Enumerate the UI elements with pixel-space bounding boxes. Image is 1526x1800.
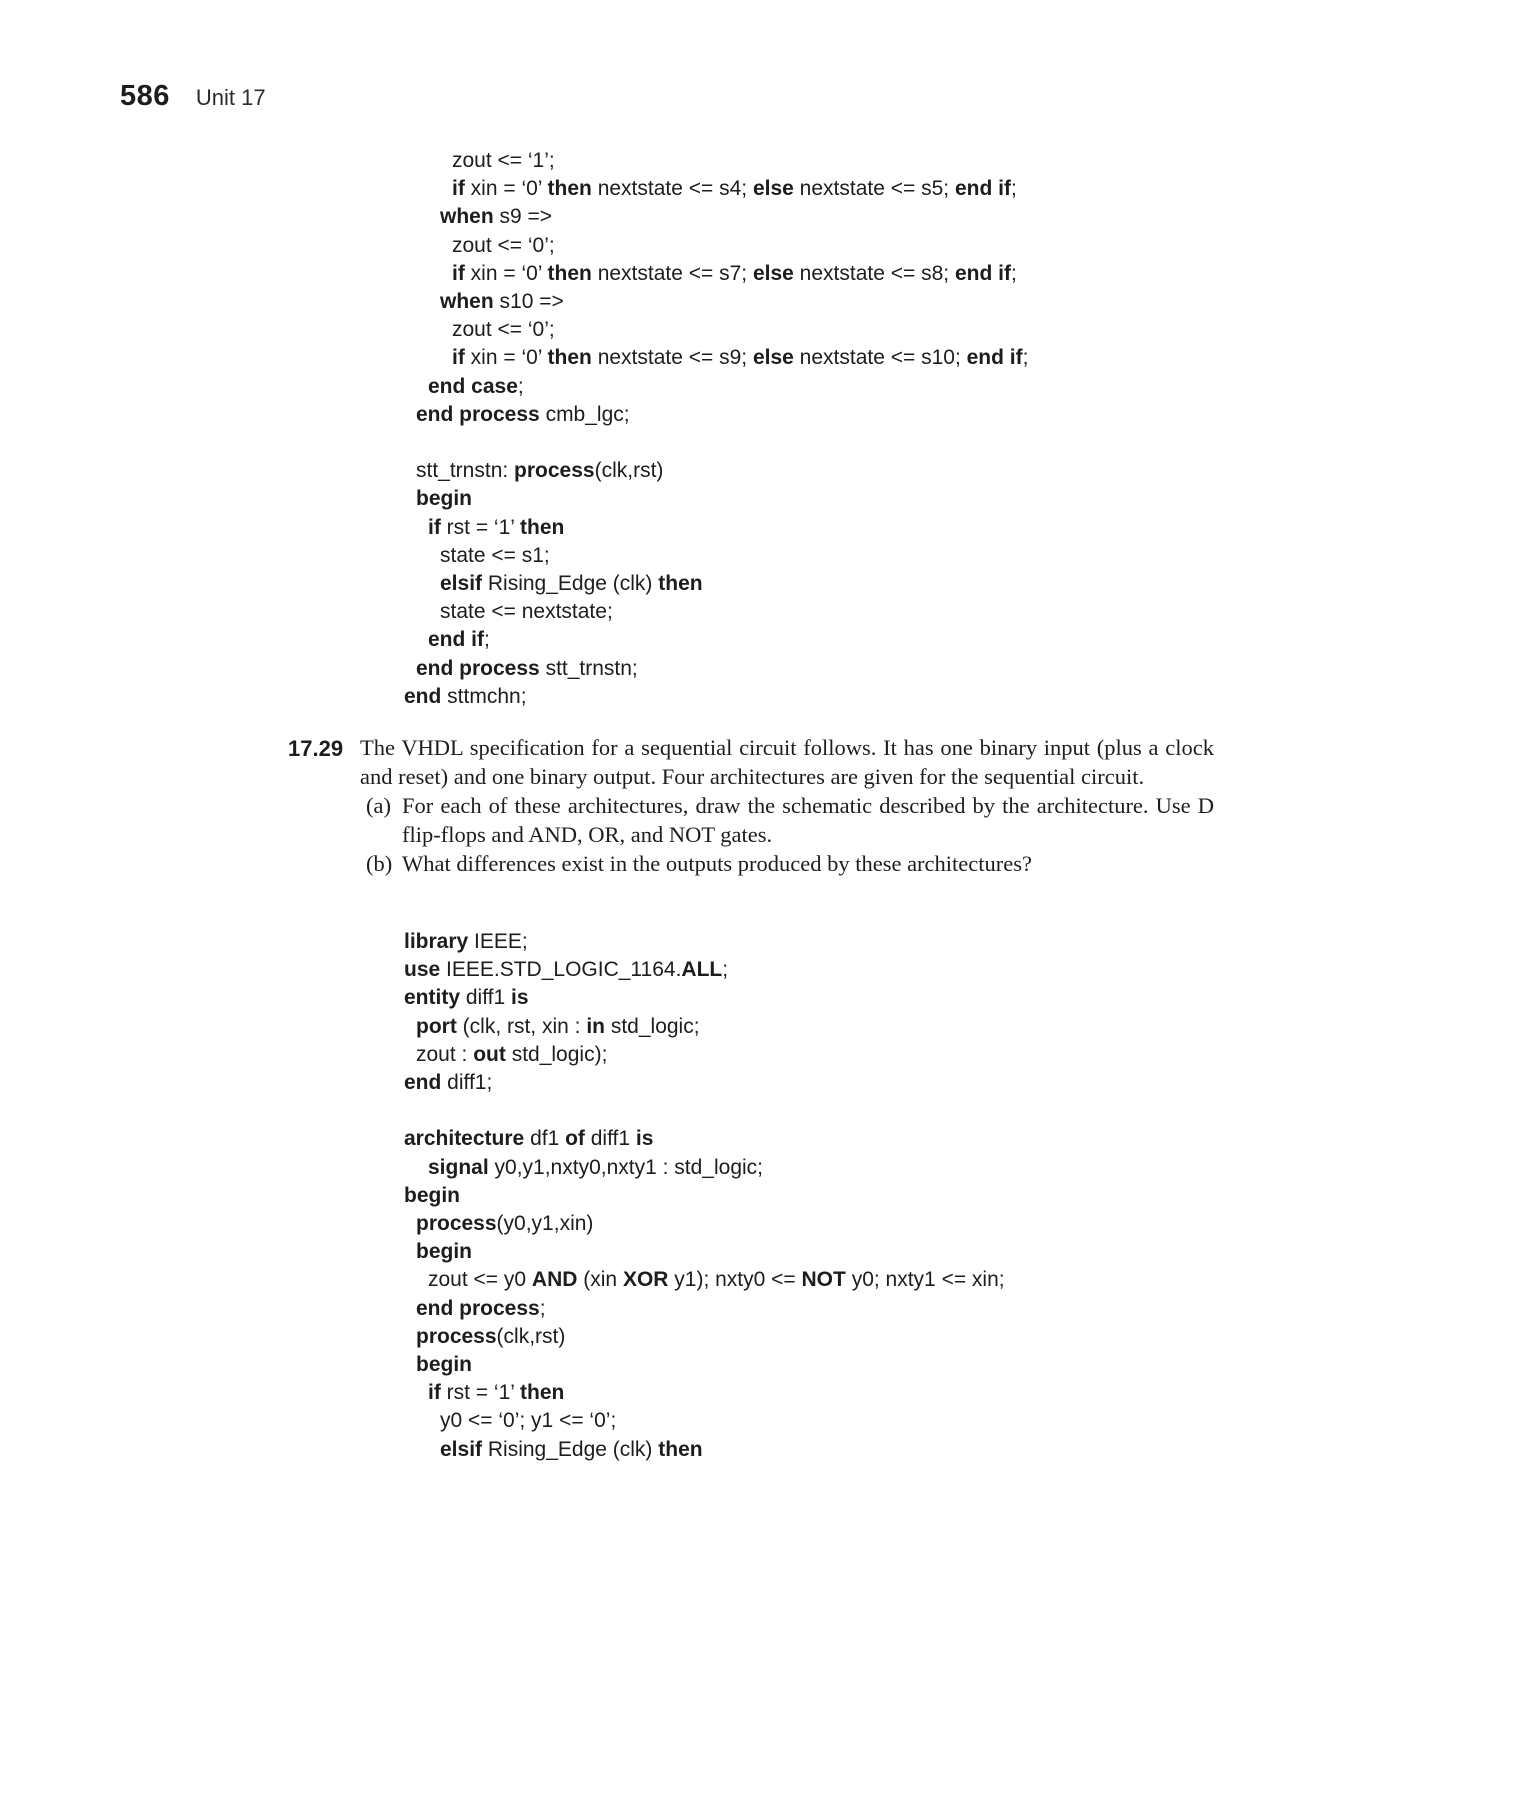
- code-keyword: is: [511, 986, 529, 1010]
- code-keyword: if: [452, 346, 471, 370]
- code-line: [404, 570, 1028, 598]
- code-text: (clk,rst): [594, 459, 664, 483]
- code-keyword: of: [565, 1127, 591, 1151]
- code-keyword: elsif: [440, 572, 488, 596]
- code-keyword: then: [658, 1437, 703, 1461]
- code-keyword: process: [514, 459, 595, 483]
- code-line: [404, 1407, 1005, 1435]
- item-b-label: (b): [366, 851, 393, 876]
- code-text: state <= s1;: [440, 543, 550, 567]
- item-b-text: What differences exist in the outputs produced by these architectures?: [402, 851, 1032, 876]
- code-keyword: in: [586, 1014, 611, 1038]
- code-line: [404, 1295, 1005, 1323]
- code-line: [404, 1351, 1005, 1379]
- code-text: s9 =>: [499, 205, 553, 229]
- code-block-state-machine: [404, 147, 1028, 711]
- item-a-label: (a): [366, 793, 391, 818]
- code-text: diff1;: [447, 1071, 493, 1095]
- code-line: [404, 956, 1005, 984]
- code-text: y0; nxty1 <= xin;: [851, 1268, 1005, 1292]
- code-line: [404, 316, 1028, 344]
- code-text: nextstate <= s7;: [597, 261, 753, 285]
- code-line: [404, 1125, 1005, 1153]
- code-line: [404, 288, 1028, 316]
- code-keyword: else: [752, 346, 800, 370]
- code-text: cmb_lgc;: [545, 402, 630, 426]
- code-text: stt_trnstn;: [545, 656, 638, 680]
- code-keyword: if: [452, 177, 471, 201]
- code-keyword: elsif: [440, 1437, 488, 1461]
- code-line: [404, 928, 1005, 956]
- code-line: [404, 1154, 1005, 1182]
- code-text: nextstate <= s8;: [799, 261, 955, 285]
- code-keyword: then: [547, 346, 598, 370]
- code-keyword: signal: [428, 1155, 495, 1179]
- code-text: zout <= ‘0’;: [452, 233, 555, 257]
- code-text: stt_trnstn:: [416, 459, 515, 483]
- code-text: nextstate <= s10;: [799, 346, 967, 370]
- code-text: y0 <= ‘0’; y1 <= ‘0’;: [440, 1409, 617, 1433]
- code-text: ;: [484, 628, 490, 652]
- code-line: [404, 984, 1005, 1012]
- code-text: rst = ‘1’: [446, 1381, 520, 1405]
- code-line: [404, 260, 1028, 288]
- code-keyword: begin: [416, 487, 472, 511]
- code-keyword: end if: [966, 346, 1023, 370]
- page-number: 586: [120, 80, 170, 112]
- code-text: zout :: [416, 1042, 474, 1066]
- code-line: [404, 1041, 1005, 1069]
- code-text: (clk, rst, xin :: [462, 1014, 587, 1038]
- code-keyword: XOR: [622, 1268, 675, 1292]
- code-keyword: begin: [404, 1183, 460, 1207]
- code-line: [404, 175, 1028, 203]
- code-block-diff1-entity: [404, 928, 1005, 1464]
- code-text: diff1: [590, 1127, 636, 1151]
- code-line: [404, 1436, 1005, 1464]
- code-text: xin = ‘0’: [470, 177, 548, 201]
- code-text: ;: [1022, 346, 1029, 370]
- code-line: [404, 542, 1028, 570]
- code-text: xin = ‘0’: [470, 261, 548, 285]
- code-keyword: architecture: [404, 1127, 531, 1151]
- code-text: zout <= ‘0’;: [452, 318, 555, 342]
- code-keyword: use: [404, 958, 447, 982]
- problem-17-29: [288, 733, 1214, 878]
- code-text: nextstate <= s9;: [597, 346, 753, 370]
- code-keyword: else: [752, 261, 800, 285]
- code-line: [404, 457, 1028, 485]
- problem-statement: The VHDL specification for a sequential circuit follows. It has one binary input (plus a clock and reset) and one binary output. Four architectures are given for the sequential circuit.: [360, 735, 1214, 789]
- code-line: [404, 626, 1028, 654]
- code-keyword: then: [520, 515, 565, 539]
- code-text: IEEE.STD_LOGIC_1164.: [446, 958, 682, 982]
- code-keyword: port: [416, 1014, 463, 1038]
- code-text: y0,y1,nxty0,nxty1 : std_logic;: [494, 1155, 763, 1179]
- code-line: [404, 683, 1028, 711]
- code-text: (y0,y1,xin): [496, 1212, 594, 1236]
- code-text: Rising_Edge (clk): [487, 572, 659, 596]
- problem-body: [360, 733, 1214, 878]
- problem-item-b: [360, 849, 1214, 878]
- code-text: sttmchn;: [447, 684, 527, 708]
- code-keyword: end: [404, 684, 448, 708]
- problem-number: 17.29: [288, 736, 344, 761]
- code-text: ;: [517, 374, 524, 398]
- code-keyword: NOT: [801, 1268, 852, 1292]
- code-keyword: end process: [416, 402, 546, 426]
- code-keyword: entity: [404, 986, 466, 1010]
- code-text: ;: [1010, 261, 1017, 285]
- code-text: nextstate <= s4;: [597, 177, 753, 201]
- code-text: (xin: [583, 1268, 623, 1292]
- code-line: [404, 1379, 1005, 1407]
- code-line: [404, 1069, 1005, 1097]
- code-keyword: begin: [416, 1240, 472, 1264]
- code-line: [404, 598, 1028, 626]
- page-header: [120, 80, 266, 113]
- code-line: [404, 373, 1028, 401]
- code-keyword: when: [440, 205, 500, 229]
- code-keyword: is: [635, 1127, 654, 1151]
- code-keyword: else: [752, 177, 800, 201]
- code-text: xin = ‘0’: [470, 346, 548, 370]
- code-text: Rising_Edge (clk): [487, 1437, 659, 1461]
- code-line: [404, 401, 1028, 429]
- code-text: IEEE;: [474, 930, 528, 953]
- code-text: (clk,rst): [496, 1324, 566, 1348]
- code-line: [404, 1266, 1005, 1294]
- code-text: ;: [1010, 177, 1017, 201]
- code-keyword: end process: [416, 1296, 540, 1320]
- code-keyword: then: [658, 572, 703, 596]
- code-text: ;: [722, 958, 729, 982]
- code-line: [404, 1323, 1005, 1351]
- code-line: [404, 344, 1028, 372]
- code-line: [404, 232, 1028, 260]
- code-text: std_logic;: [610, 1014, 700, 1038]
- code-keyword: process: [416, 1212, 497, 1236]
- code-line: [404, 147, 1028, 175]
- code-text: rst = ‘1’: [446, 515, 520, 539]
- code-keyword: then: [547, 261, 598, 285]
- code-text: std_logic);: [511, 1042, 608, 1066]
- code-text: df1: [530, 1127, 566, 1151]
- code-keyword: ALL: [681, 958, 723, 982]
- code-keyword: then: [520, 1381, 565, 1405]
- code-text: s10 =>: [499, 290, 564, 314]
- unit-label: Unit 17: [195, 85, 266, 110]
- code-keyword: AND: [531, 1268, 584, 1292]
- code-keyword: end process: [416, 656, 546, 680]
- code-line: [404, 655, 1028, 683]
- code-keyword: begin: [416, 1353, 472, 1377]
- code-text: diff1: [465, 986, 511, 1010]
- code-text: state <= nextstate;: [440, 600, 613, 624]
- code-line: [404, 514, 1028, 542]
- item-a-text: For each of these architectures, draw the schematic described by the architecture. Use D flip-flops and AND, OR, and NOT gates.: [402, 793, 1214, 847]
- code-keyword: end: [404, 1071, 448, 1095]
- code-keyword: then: [547, 177, 598, 201]
- code-line: [404, 485, 1028, 513]
- code-blank-line: [404, 1097, 1005, 1125]
- code-text: ;: [539, 1296, 546, 1320]
- code-keyword: end if: [428, 628, 484, 652]
- code-keyword: process: [416, 1324, 497, 1348]
- code-line: [404, 203, 1028, 231]
- code-keyword: if: [428, 515, 447, 539]
- code-keyword: library: [404, 930, 475, 953]
- code-text: y1); nxty0 <=: [674, 1268, 802, 1292]
- code-keyword: out: [473, 1042, 512, 1066]
- code-keyword: end case: [428, 374, 518, 398]
- code-text: nextstate <= s5;: [799, 177, 955, 201]
- code-blank-line: [404, 429, 1028, 457]
- code-line: [404, 1238, 1005, 1266]
- problem-item-a: [360, 791, 1214, 849]
- code-line: [404, 1013, 1005, 1041]
- code-text: zout <= ‘1’;: [452, 149, 555, 172]
- code-line: [404, 1210, 1005, 1238]
- code-line: [404, 1182, 1005, 1210]
- code-keyword: end if: [954, 177, 1011, 201]
- code-text: zout <= y0: [428, 1268, 532, 1292]
- code-keyword: if: [452, 261, 471, 285]
- code-keyword: end if: [954, 261, 1011, 285]
- code-keyword: when: [440, 290, 500, 314]
- code-keyword: if: [428, 1381, 447, 1405]
